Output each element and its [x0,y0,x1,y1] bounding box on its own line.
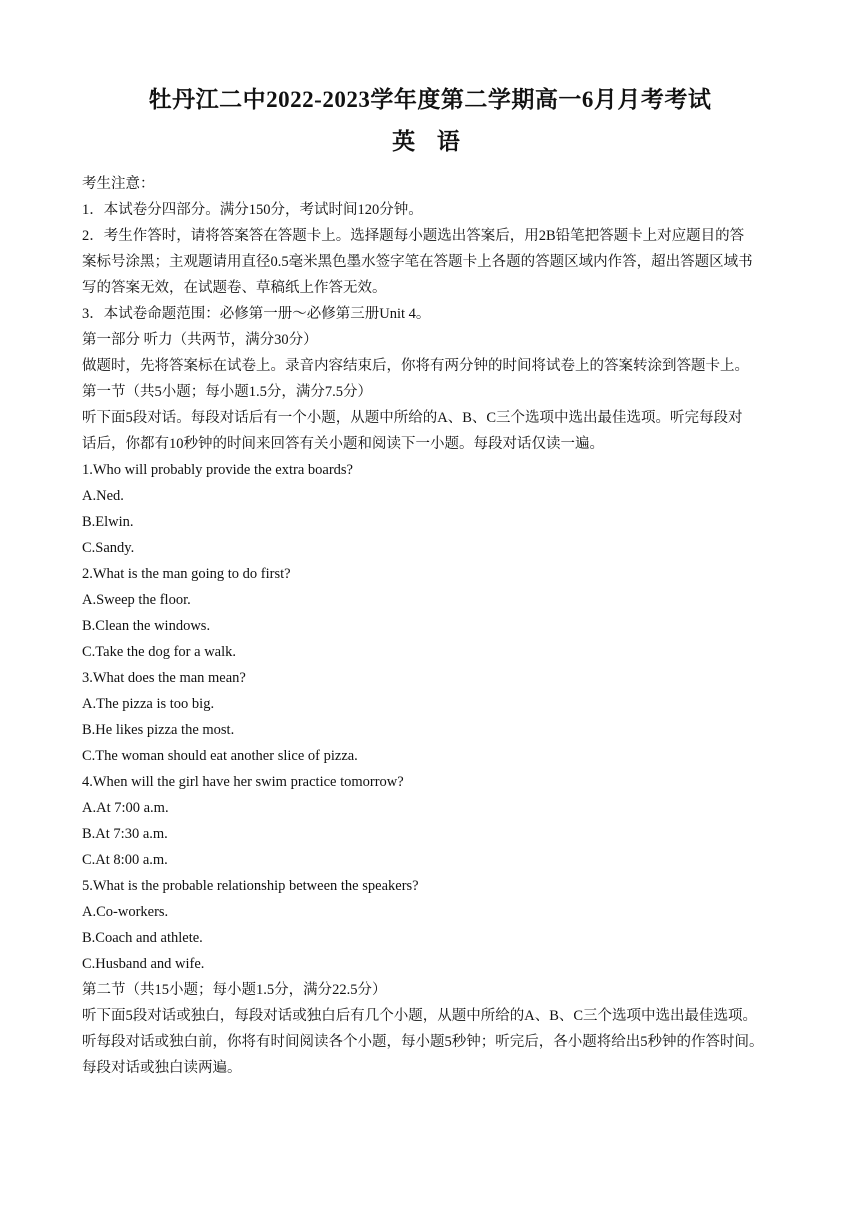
section-2-instruction-line-3: 每段对话或独白读两遍。 [82,1060,242,1076]
question-2-option-a: A.Sweep the floor. [82,592,191,608]
part-1-instruction: 做题时，先将答案标在试卷上。录音内容结束后，你将有两分钟的时间将试卷上的答案转涂到答题卡上。 [82,358,749,374]
question-5-option-c: C.Husband and wife. [82,956,205,972]
question-1-option-a: A.Ned. [82,488,124,504]
question-3-option-b: B.He likes pizza the most. [82,722,235,738]
exam-subject: 英 语 [392,129,468,154]
question-2-option-c: C.Take the dog for a walk. [82,644,237,660]
section-2-instruction-line-2: 听每段对话或独白前，你将有时间阅读各个小题，每小题5秒钟；听完后，各小题将给出5秒钟的作答时间。 [82,1034,764,1050]
exam-body [82,171,782,1081]
question-5-option-b: B.Coach and athlete. [82,930,203,946]
question-4-option-b: B.At 7:30 a.m. [82,826,168,842]
notice-item-2-line-3: 写的答案无效，在试题卷、草稿纸上作答无效。 [82,280,387,296]
notice-item-3: 3．本试卷命题范围：必修第一册～必修第三册Unit 4。 [82,306,431,322]
exam-title: 牡丹江二中2022-2023学年度第二学期高一6月月考考试 [148,87,712,112]
section-1-instruction-line-1: 听下面5段对话。每段对话后有一个小题，从题中所给的A、B、C三个选项中选出最佳选项。听完每段对 [82,410,743,426]
question-4-option-a: A.At 7:00 a.m. [82,800,169,816]
notice-item-1: 1．本试卷分四部分。满分150分，考试时间120分钟。 [82,202,423,218]
question-3-option-a: A.The pizza is too big. [82,696,215,712]
notice-item-2-line-2: 案标号涂黑；主观题请用直径0.5毫米黑色墨水签字笔在答题卡上各题的答题区域内作答，超出答题区域书 [82,254,753,270]
question-5-option-a: A.Co-workers. [82,904,169,920]
question-4-option-c: C.At 8:00 a.m. [82,852,168,868]
section-1-heading: 第一节（共5小题；每小题1.5分，满分7.5分） [82,384,372,400]
question-3-stem: 3.What does the man mean? [82,670,246,686]
question-1-stem: 1.Who will probably provide the extra boards? [82,462,353,478]
section-2-instruction-line-1: 听下面5段对话或独白，每段对话或独白后有几个小题，从题中所给的A、B、C三个选项中选出最佳选项。 [82,1008,758,1024]
question-1-option-b: B.Elwin. [82,514,134,530]
part-1-heading: 第一部分 听力（共两节，满分30分） [82,332,318,348]
question-5-stem: 5.What is the probable relationship between the speakers? [82,878,419,894]
question-1-option-c: C.Sandy. [82,540,135,556]
notice-item-2-line-1: 2．考生作答时，请将答案答在答题卡上。选择题每小题选出答案后，用2B铅笔把答题卡上对应题目的答 [82,228,745,244]
question-4-stem: 4.When will the girl have her swim practice tomorrow? [82,774,404,790]
section-2-heading: 第二节（共15小题；每小题1.5分，满分22.5分） [82,982,387,998]
question-3-option-c: C.The woman should eat another slice of pizza. [82,748,358,764]
notice-heading: 考生注意： [82,176,155,192]
question-2-option-b: B.Clean the windows. [82,618,211,634]
section-1-instruction-line-2: 话后，你都有10秒钟的时间来回答有关小题和阅读下一小题。每段对话仅读一遍。 [82,436,604,452]
question-2-stem: 2.What is the man going to do first? [82,566,291,582]
